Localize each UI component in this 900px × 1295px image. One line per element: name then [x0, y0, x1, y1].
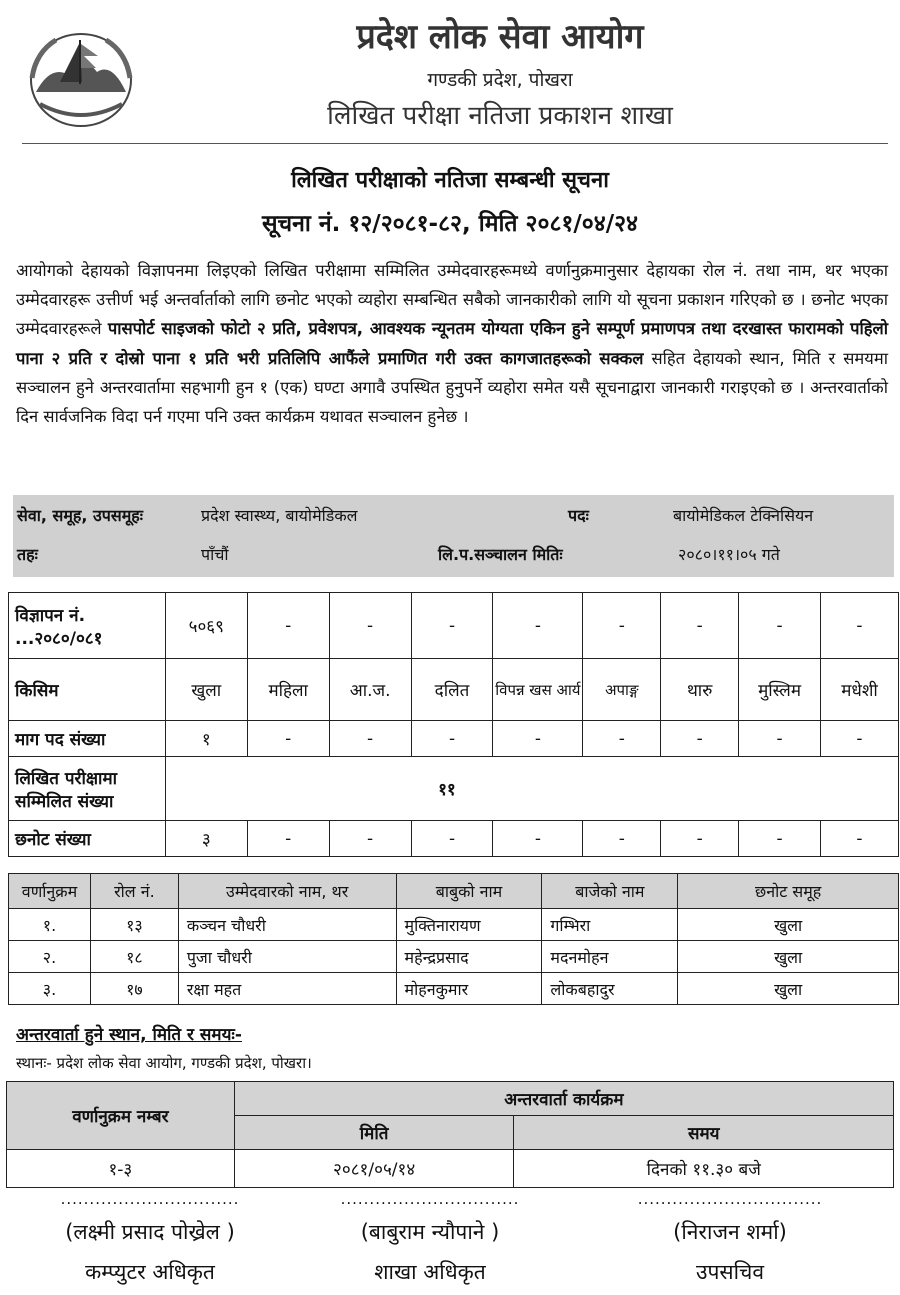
roll-cell: १३	[90, 909, 178, 941]
advertisement-row	[9, 593, 899, 659]
level-label: तहः	[17, 545, 38, 564]
type-cell: विपन्न खस आर्य	[493, 659, 583, 721]
selected-cell: -	[411, 821, 493, 857]
adv-cell: -	[821, 593, 899, 659]
appeared-row	[9, 757, 899, 821]
selected-cell: -	[739, 821, 821, 857]
group-cell: खुला	[678, 973, 899, 1005]
post-info-box	[13, 495, 894, 577]
signatory-name: (बाबुराम न्यौपाने )	[360, 1220, 500, 1244]
adv-cell: -	[247, 593, 329, 659]
serial-range-cell: १-३	[7, 1150, 235, 1188]
results-header-row	[9, 874, 899, 909]
advertisement-label: विज्ञापन नं. ...२०८०/०८१	[9, 593, 166, 659]
adv-cell: ५०६९	[165, 593, 247, 659]
col-serial-number: वर्णानुक्रम नम्बर	[7, 1082, 235, 1150]
signature-line: ................................	[637, 1190, 823, 1208]
signature-block	[600, 1190, 860, 1286]
selected-cell: -	[493, 821, 583, 857]
signature-block	[20, 1190, 280, 1286]
demand-cell: -	[739, 721, 821, 757]
service-value: प्रदेश स्वास्थ्य, बायोमेडिकल	[201, 506, 358, 525]
adv-cell: -	[661, 593, 739, 659]
demand-cell: -	[583, 721, 661, 757]
adv-cell: -	[411, 593, 493, 659]
table-row	[9, 941, 899, 973]
type-cell: दलित	[411, 659, 493, 721]
demand-label: माग पद संख्या	[9, 721, 166, 757]
type-cell: मधेशी	[821, 659, 899, 721]
time-cell: दिनको ११.३० बजे	[514, 1150, 894, 1188]
selected-cell: ३	[165, 821, 247, 857]
signature-line: ...............................	[340, 1190, 520, 1208]
col-group: छनोट समूह	[678, 874, 899, 909]
type-cell: मुस्लिम	[739, 659, 821, 721]
demand-cell: -	[411, 721, 493, 757]
table-row	[9, 909, 899, 941]
notice-title: लिखित परीक्षाको नतिजा सम्बन्धी सूचना	[291, 168, 609, 193]
signatory-name: (लक्ष्मी प्रसाद पोख्रेल )	[65, 1220, 235, 1244]
signatory-title: कम्प्युटर अधिकृत	[85, 1260, 215, 1284]
col-candidate: उम्मेदवारको नाम, थर	[178, 874, 396, 909]
interview-place: स्थानः- प्रदेश लोक सेवा आयोग, गण्डकी प्रदेश, पोखरा।	[16, 1054, 312, 1072]
table-row	[7, 1150, 894, 1188]
adv-cell: -	[739, 593, 821, 659]
post-label: पदः	[568, 506, 589, 525]
interview-table	[6, 1081, 894, 1188]
grandfather-cell: गम्भिरा	[542, 909, 678, 941]
type-label: किसिम	[9, 659, 166, 721]
selected-cell: -	[821, 821, 899, 857]
grandfather-cell: मदनमोहन	[542, 941, 678, 973]
post-value: बायोमेडिकल टेक्निसियन	[673, 506, 814, 525]
date-cell: २०८१/०५/१४	[234, 1150, 514, 1188]
notice-number: सूचना नं. १२/२०८१-८२, मिति २०८१/०४/२४	[261, 211, 639, 237]
paragraph-required-documents: पासपोर्ट साइजको फोटो २ प्रति, प्रवेशपत्र, आवश्यक न्यूनतम योग्यता एकिन हुने सम्पूर्ण प्रमाणपत्र तथा दरखास्त फारामको पहिलो पाना २ प्रति र दोस्रो पाना १ प्रति भरी प्रतिलिपि आफैंले प्रमाणित गरी उक्त कागजातहरूको सक्कल	[16, 319, 888, 368]
demand-cell: -	[247, 721, 329, 757]
signatory-title: उपसचिव	[695, 1260, 765, 1284]
adv-cell: -	[329, 593, 411, 659]
appeared-label: लिखित परीक्षामा सम्मिलित संख्या	[9, 757, 166, 821]
signature-line: ...............................	[60, 1190, 240, 1208]
roll-cell: १८	[90, 941, 178, 973]
branch-subtitle: लिखित परीक्षा नतिजा प्रकाशन शाखा	[327, 101, 673, 131]
level-value: पाँचौं	[201, 545, 229, 564]
signatory-name: (निराजन शर्मा)	[673, 1220, 787, 1244]
results-table	[8, 873, 899, 1005]
col-date: मिति	[234, 1116, 514, 1150]
interview-header-row	[7, 1082, 894, 1116]
grandfather-cell: लोकबहादुर	[542, 973, 678, 1005]
candidate-cell: कञ्चन चौधरी	[178, 909, 396, 941]
demand-cell: -	[329, 721, 411, 757]
col-grandfather: बाजेको नाम	[542, 874, 678, 909]
signatory-title: शाखा अधिकृत	[374, 1260, 486, 1284]
signature-block	[300, 1190, 560, 1286]
col-roll: रोल नं.	[90, 874, 178, 909]
adv-cell: -	[583, 593, 661, 659]
selected-cell: -	[329, 821, 411, 857]
serial-cell: १.	[9, 909, 91, 941]
type-cell: अपाङ्ग	[583, 659, 661, 721]
quota-table	[8, 592, 899, 857]
table-row	[9, 973, 899, 1005]
selected-cell: -	[247, 821, 329, 857]
province-subtitle: गण्डकी प्रदेश, पोखरा	[427, 69, 573, 91]
father-cell: महेन्द्रप्रसाद	[396, 941, 542, 973]
serial-cell: ३.	[9, 973, 91, 1005]
roll-cell: १७	[90, 973, 178, 1005]
selected-row	[9, 821, 899, 857]
demand-cell: -	[661, 721, 739, 757]
selected-cell: -	[661, 821, 739, 857]
exam-date-label: लि.प.सञ्चालन मितिः	[438, 545, 563, 564]
serial-cell: २.	[9, 941, 91, 973]
col-interview-program: अन्तरवार्ता कार्यक्रम	[234, 1082, 893, 1116]
demand-cell: -	[493, 721, 583, 757]
father-cell: मोहनकुमार	[396, 973, 542, 1005]
group-cell: खुला	[678, 941, 899, 973]
paragraph-text-2: सहित देहायको स्थान, मिति र समयमा सञ्चालन हुने अन्तरवार्तामा सहभागी हुन १ (एक) घण्टा अगावै उपस्थित हुनुपर्ने व्यहोरा समेत यसै सूचनाद्वारा जानकारी गराइएको छ । अन्तरवार्ताको दिन सार्वजनिक विदा पर्न गएमा पनि उक्त कार्यक्रम यथावत सञ्चालन हुनेछ ।	[16, 348, 889, 427]
exam-date-value: २०८०।११।०५ गते	[678, 545, 780, 564]
service-label: सेवा, समूह, उपसमूहः	[17, 506, 144, 525]
header-divider	[22, 143, 888, 144]
adv-cell: -	[493, 593, 583, 659]
candidate-cell: रक्षा महत	[178, 973, 396, 1005]
interview-heading: अन्तरवार्ता हुने स्थान, मिति र समयः-	[16, 1025, 242, 1045]
group-cell: खुला	[678, 909, 899, 941]
demand-cell: -	[821, 721, 899, 757]
candidate-cell: पुजा चौधरी	[178, 941, 396, 973]
type-cell: महिला	[247, 659, 329, 721]
col-father: बाबुको नाम	[396, 874, 542, 909]
emblem-logo	[22, 22, 140, 134]
paragraph-text-1: आयोगको देहायको विज्ञापनमा लिइएको लिखित परीक्षामा सम्मिलित उम्मेदवारहरूमध्ये वर्णानुक्रमानुसार देहायका रोल नं. तथा नाम, थर भएका उम्मेदवारहरू उत्तीर्ण भई अन्तर्वार्ताको लागि छनोट भएको व्यहोरा सम्बन्धित सबैको जानकारीको लागि यो सूचना प्रकाशन गरिएको छ । छनोट भएका उम्मेदवारहरूले	[16, 261, 888, 339]
demand-row	[9, 721, 899, 757]
type-cell: खुला	[165, 659, 247, 721]
father-cell: मुक्तिनारायण	[396, 909, 542, 941]
commission-title: प्रदेश लोक सेवा आयोग	[356, 17, 644, 57]
type-cell: थारु	[661, 659, 739, 721]
type-cell: आ.ज.	[329, 659, 411, 721]
notice-paragraph	[16, 256, 888, 431]
col-serial: वर्णानुक्रम	[9, 874, 91, 909]
selected-cell: -	[583, 821, 661, 857]
type-row	[9, 659, 899, 721]
demand-cell: १	[165, 721, 247, 757]
selected-label: छनोट संख्या	[9, 821, 166, 857]
appeared-count: ११	[165, 757, 898, 821]
col-time: समय	[514, 1116, 894, 1150]
